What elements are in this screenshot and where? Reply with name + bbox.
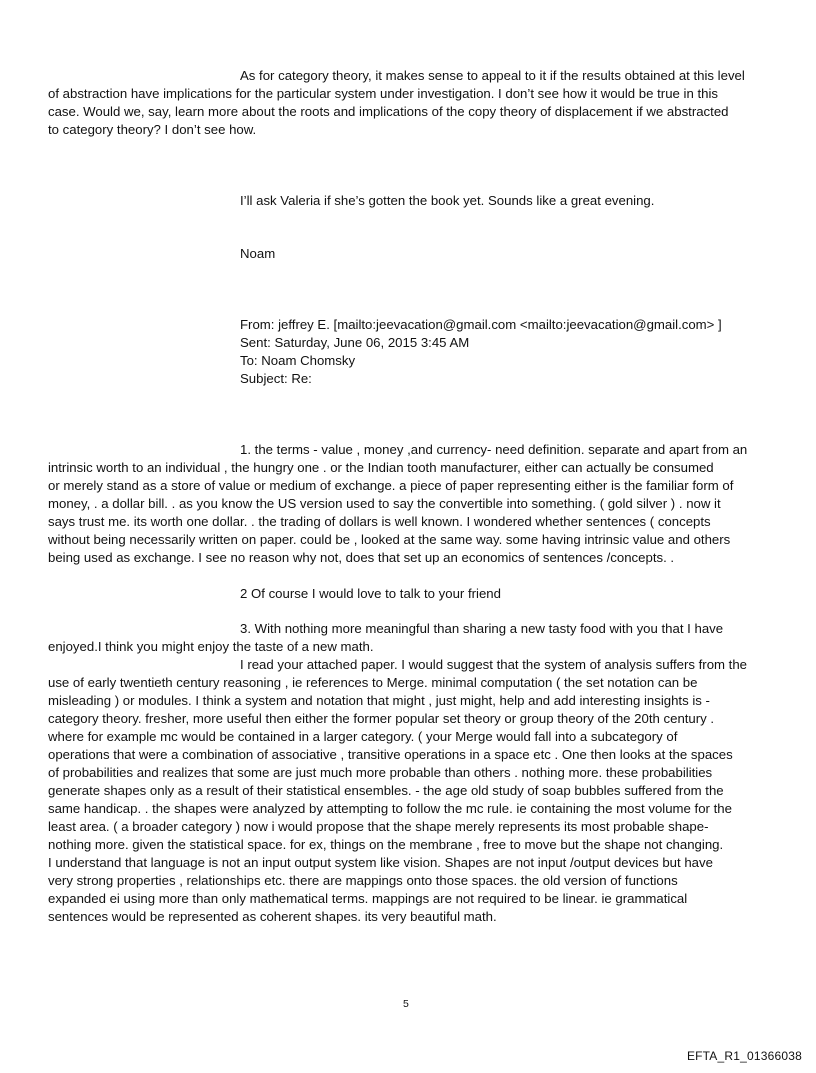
paper-paragraph-line: of probabilities and realizes that some are just much more probable than others . nothing more. these probabilities bbox=[48, 765, 713, 780]
paper-paragraph-body bbox=[48, 674, 733, 926]
valeria-line: I’ll ask Valeria if she’s gotten the book yet. Sounds like a great evening. bbox=[240, 193, 655, 208]
page-number: 5 bbox=[403, 998, 409, 1010]
paper-paragraph-line: sentences would be represented as coherent shapes. its very beautiful math. bbox=[48, 909, 497, 924]
point1-line: money, . a dollar bill. . as you know the US version used to say the convertible into something. ( gold silver ) . now it bbox=[48, 496, 721, 511]
point2: 2 Of course I would love to talk to your friend bbox=[240, 586, 501, 601]
point3-line: enjoyed.I think you might enjoy the taste of a new math. bbox=[48, 639, 374, 654]
paper-paragraph-line: nothing more. given the statistical space. for ex, things on the membrane , free to move but the shape not changing. bbox=[48, 837, 724, 852]
paper-paragraph-line: generate shapes only as a result of their statistical ensembles. - the age old study of soap bubbles suffered from the bbox=[48, 783, 724, 798]
paper-paragraph-line: same handicap. . the shapes were analyzed by attempting to follow the mc rule. ie containing the most volume for the bbox=[48, 801, 732, 816]
email-to: To: Noam Chomsky bbox=[240, 353, 356, 368]
email-sent: Sent: Saturday, June 06, 2015 3:45 AM bbox=[240, 335, 470, 350]
paper-paragraph-line: least area. ( a broader category ) now i would propose that the shape merely represents its most probable shape- bbox=[48, 819, 709, 834]
paper-paragraph-line: very strong properties , relationships etc. there are mappings onto those spaces. the old version of functions bbox=[48, 873, 678, 888]
email-header bbox=[240, 316, 722, 388]
paper-paragraph-line: I understand that language is not an input output system like vision. Shapes are not input /output devices but have bbox=[48, 855, 713, 870]
category-paragraph-line: to category theory? I don’t see how. bbox=[48, 122, 257, 137]
paper-paragraph-line: use of early twentieth century reasoning , ie references to Merge. minimal computation ( the set notation can be bbox=[48, 675, 698, 690]
point1-line: without being necessarily written on paper. could be , looked at the same way. some having intrinsic value and others bbox=[48, 532, 731, 547]
paper-paragraph-line: operations that were a combination of associative , transitive operations in a space etc . One then looks at the spaces bbox=[48, 747, 733, 762]
category-paragraph-line: of abstraction have implications for the particular system under investigation. I don’t see how it would be true in this bbox=[48, 86, 718, 101]
category-paragraph-line: As for category theory, it makes sense to appeal to it if the results obtained at this level bbox=[240, 68, 745, 83]
paper-paragraph-line: I read your attached paper. I would suggest that the system of analysis suffers from the bbox=[240, 657, 748, 672]
point1-body bbox=[48, 459, 733, 567]
point1-line: or merely stand as a store of value or medium of exchange. a piece of paper representing either is the familiar form of bbox=[48, 478, 734, 493]
paper-paragraph-line: misleading ) or modules. I think a system and notation that might , just might, help and add interesting insights is - bbox=[48, 693, 710, 708]
point1-line: intrinsic worth to an individual , the hungry one . or the Indian tooth manufacturer, either can actually be consumed bbox=[48, 460, 714, 475]
email-subject: Subject: Re: bbox=[240, 371, 312, 386]
point1-line: 1. the terms - value , money ,and currency- need definition. separate and apart from an bbox=[240, 442, 748, 457]
paper-paragraph-line: category theory. fresher, more useful then either the former popular set theory or group theory of the 20th century . bbox=[48, 711, 715, 726]
point1-line: says trust me. its worth one dollar. . the trading of dollars is well known. I wondered whether sentences ( concepts bbox=[48, 514, 711, 529]
email-from: From: jeffrey E. [mailto:jeevacation@gmail.com <mailto:jeevacation@gmail.com> ] bbox=[240, 317, 722, 332]
paper-paragraph-line: expanded ei using more than only mathematical terms. mappings are not required to be linear. ie grammatical bbox=[48, 891, 688, 906]
point1-line: being used as exchange. I see no reason why not, does that set up an economics of sentences /concepts. . bbox=[48, 550, 675, 565]
point3-line: 3. With nothing more meaningful than sharing a new tasty food with you that I have bbox=[240, 621, 724, 636]
category-paragraph-line: case. Would we, say, learn more about the roots and implications of the copy theory of displacement if we abstracted bbox=[48, 104, 729, 119]
document-id: EFTA_R1_01366038 bbox=[686, 1049, 802, 1063]
paper-paragraph-line: where for example mc would be contained in a larger category. ( your Merge would fall into a subcategory of bbox=[48, 729, 678, 744]
signature: Noam bbox=[240, 246, 276, 261]
